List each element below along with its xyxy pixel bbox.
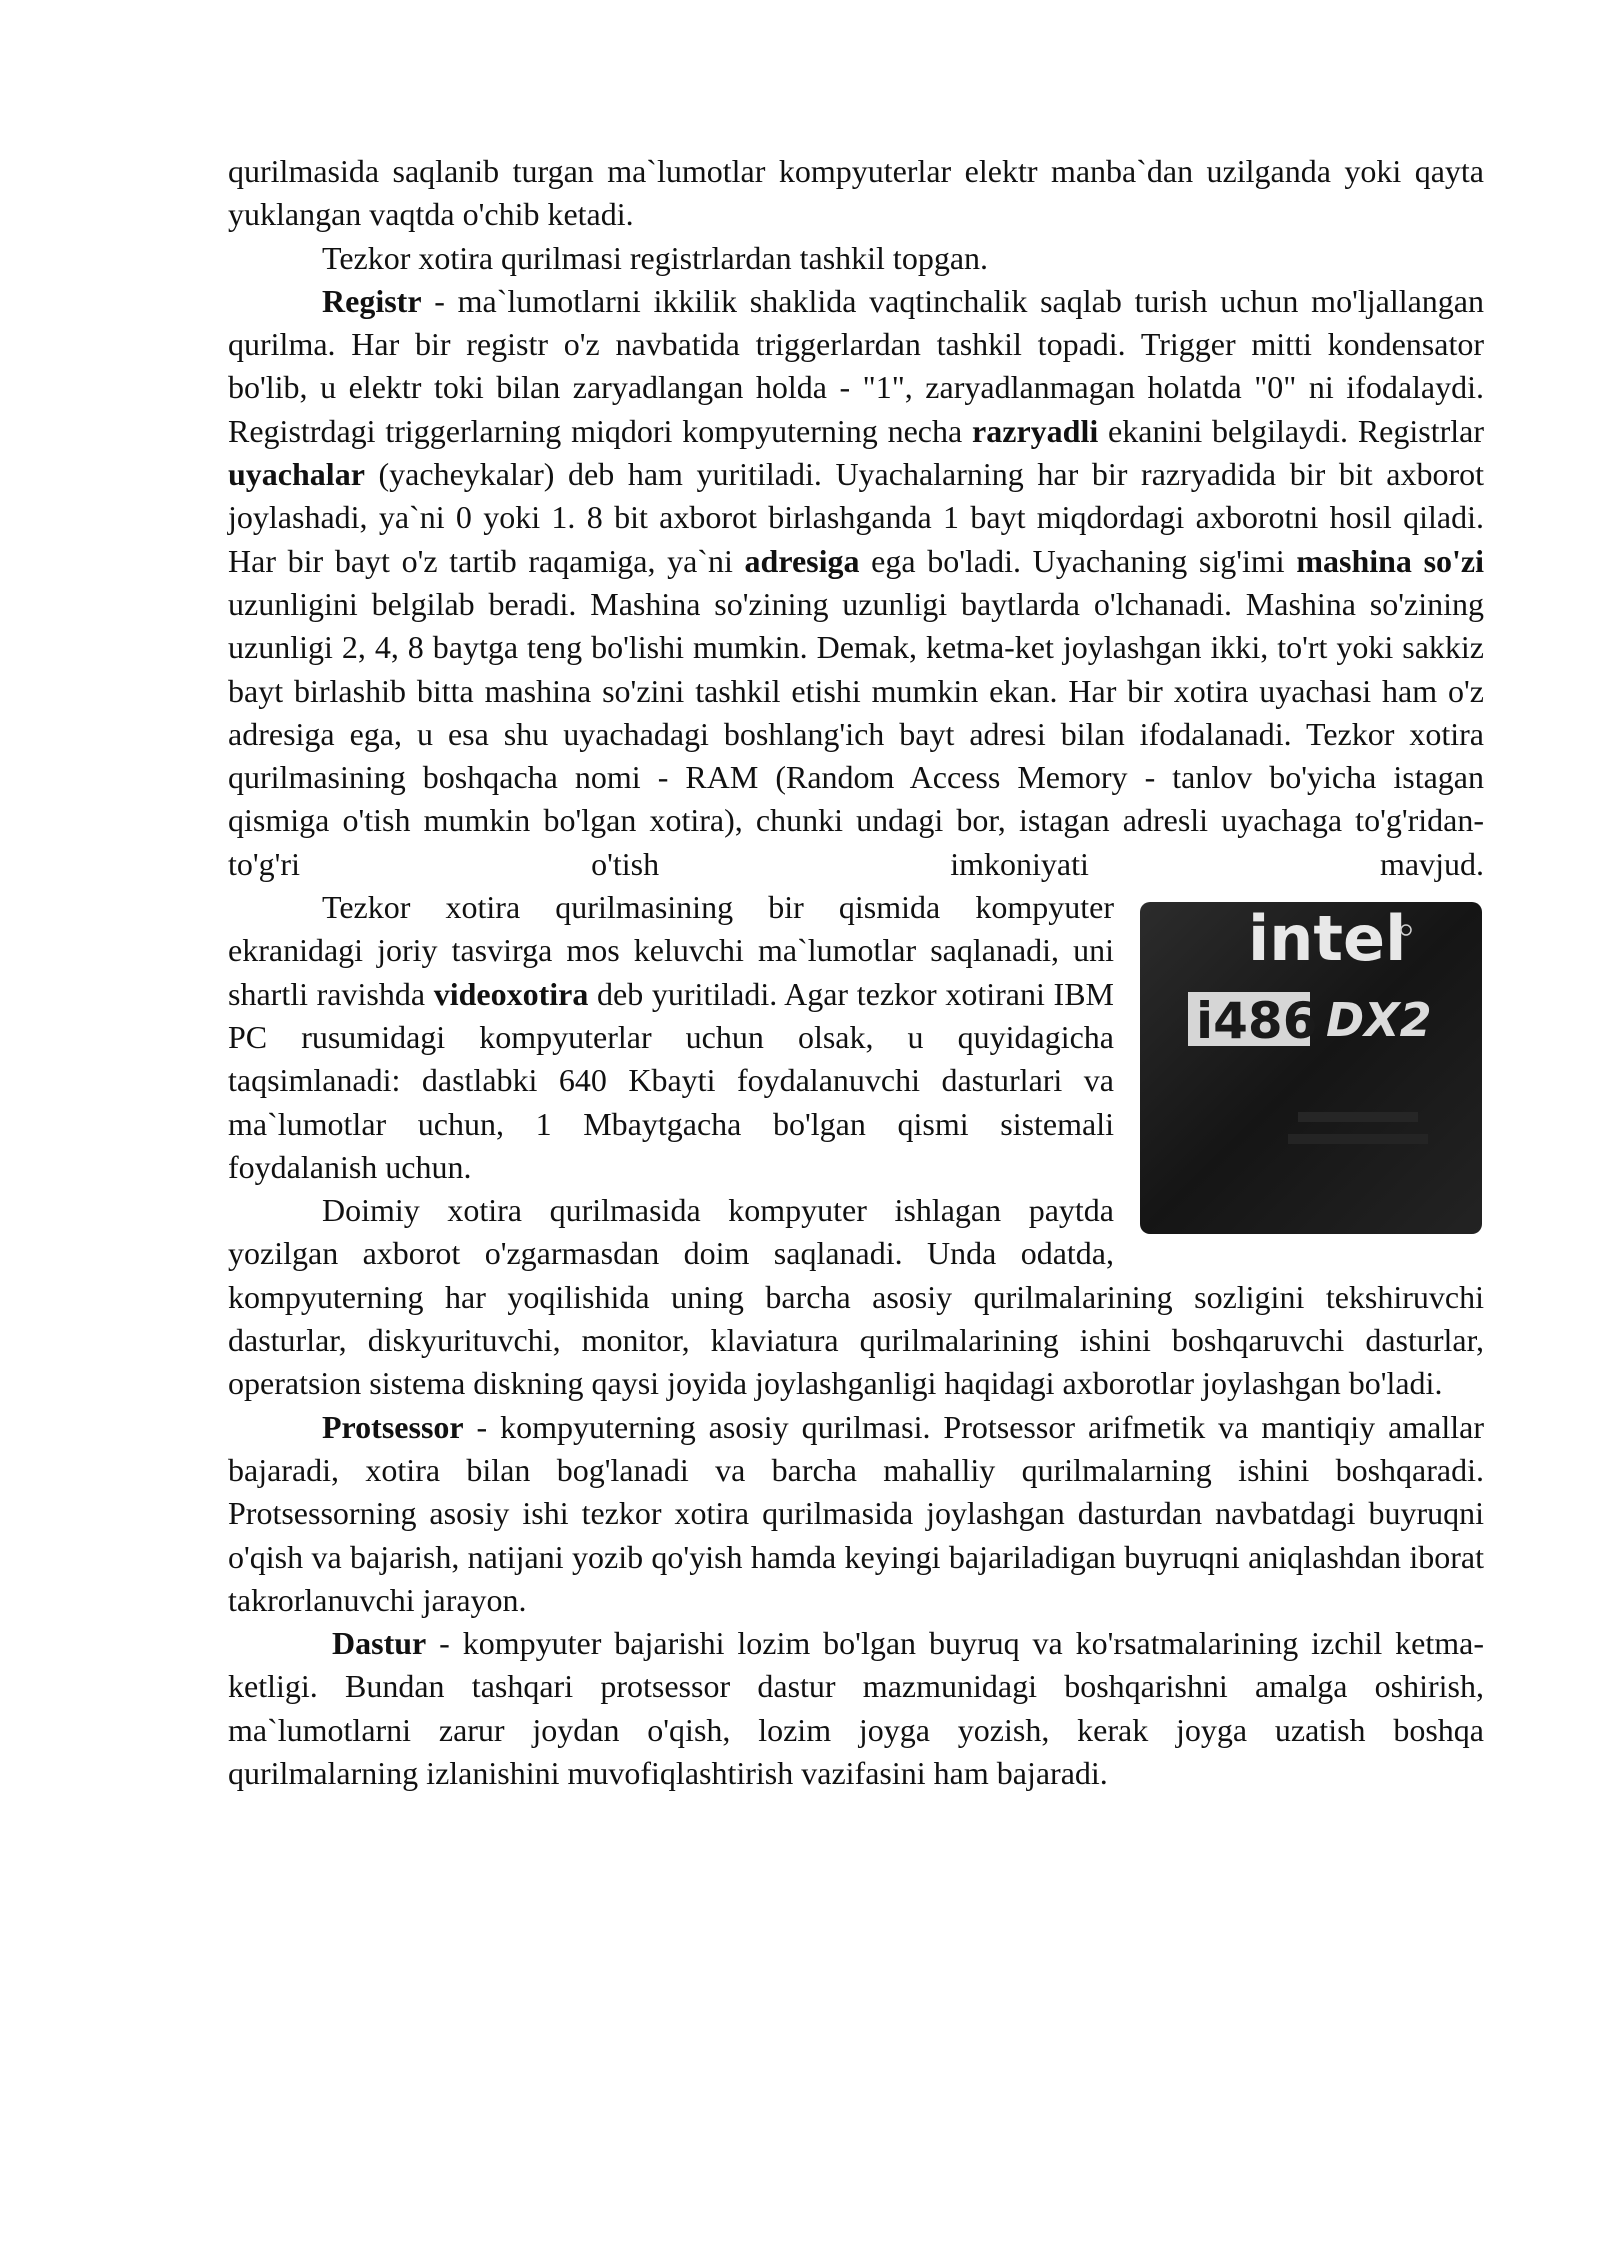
paragraph-rom: Doimiy xotira qurilmasida kompyuter ishlagan paytda yozilgan axborot o'zgarmasdan doim saqlanadi. Unda odatda, kompyuterning har yoqilishida uning barcha asosiy qurilmalarining sozligini tekshiruvchi dasturlar, diskyurituvchi, monitor, klaviatura qurilmalarining ishini boshqaruvchi dasturlar, operatsion sistema diskning qaysi joyida joylashganligi haqidagi axborotlar joylashgan bo'ladi.: [228, 1192, 1484, 1402]
paragraph-register: Registr - ma`lumotlarni ikkilik shaklida vaqtinchalik saqlab turish uchun mo'ljallangan qurilma. Har bir registr o'z navbatida triggerlardan tashkil topadi. Trigger mitti kondensator bo'lib, u elektr toki bilan zaryadlangan holda - "1", zaryadlanmagan holatda "0" ni ifodalaydi. Registrdagi triggerlarning miqdori kompyuterning necha razryadli ekanini belgilaydi. Registrlar uyachalar (yacheykalar) deb ham yuritiladi. Uyachalarning har bir razryadida bir bit axborot joylashadi, ya`ni 0 yoki 1. 8 bit axborot birlashganda 1 bayt miqdordagi axborotni hosil qiladi. Har bir bayt o'z tartib raqamiga, ya`ni adresiga ega bo'ladi. Uyachaning sig'imi mashina so'zi uzunligini belgilab beradi. Mashina so'zining uzunligi baytlarda o'lchanadi. Mashina so'zining uzunligi 2, 4, 8 baytga teng bo'lishi mumkin. Demak, ketma-ket joylashgan ikki, to'rt yoki sakkiz bayt birlashib bitta mashina so'zini tashkil etishi mumkin ekan. Har bir xotira uyachasi ham o'z adresiga ega, u esa shu uyachadagi boshlang'ich bayt adresi bilan ifodalanadi. Tezkor xotira qurilmasining boshqacha nomi - RAM (Random Access Memory - tanlov bo'yicha istagan qismiga o'tish mumkin bo'lgan xotira), chunki undagi bor, istagan adresli uyachaga to'g'ridan-to'g'ri o'tish imkoniyati mavjud.: [228, 282, 1485, 882]
term-razryadli: razryadli: [972, 412, 1099, 449]
chip-model: i486: [1196, 992, 1318, 1051]
term-videoxotira: videoxotira: [433, 975, 589, 1012]
chip-brand: intel: [1248, 902, 1407, 976]
term-adresiga: adresiga: [744, 542, 860, 579]
paragraph-memory-volatile: qurilmasida saqlanib turgan ma`lumotlar kompyuterlar elektr manba`dan uzilganda yoki qayta yuklangan vaqtda o'chib ketadi.: [228, 153, 1484, 233]
chip-suffix: DX2: [1326, 993, 1432, 1048]
document-page: [228, 150, 1484, 1795]
intel-486-chip-icon: [1138, 900, 1484, 1236]
processor-chip-image: [1138, 900, 1484, 1236]
paragraph-program: Dastur - kompyuter bajarishi lozim bo'lgan buyruq va ko'rsatmalarining izchil ketma-ketligi. Bundan tashqari protsessor dastur mazmunidagi boshqarishni amalga oshirish, ma`lumotlarni zarur joydan o'qish, lozim joyga yozish, kerak joyga uzatish boshqa qurilmalarning izlanishini muvofiqlashtirish vazifasini ham bajaradi.: [228, 1625, 1484, 1791]
paragraph-registers-intro: Tezkor xotira qurilmasi registrlardan tashkil topgan.: [322, 239, 989, 276]
term-mashina-sozi: mashina so'zi: [1296, 542, 1485, 579]
term-protsessor: Protsessor: [322, 1408, 464, 1445]
term-dastur: Dastur: [332, 1625, 427, 1662]
paragraph-videomemory: Tezkor xotira qurilmasining bir qismida kompyuter ekranidagi joriy tasvirga mos keluvchi ma`lumotlar saqlanadi, uni shartli ravishda videoxotira deb yuritiladi. Agar tezkor xotirani IBM PC rusumidagi kompyuterlar uchun olsak, u quyidagicha taqsimlanadi: dastlabki 640 Kbayti foydalanuvchi dasturlari va ma`lumotlar uchun, 1 Mbaytgacha bo'lgan qismi sistemali foydalanish uchun.: [228, 889, 1114, 1185]
term-uyachalar: uyachalar: [228, 456, 365, 493]
paragraph-processor: Protsessor - kompyuterning asosiy qurilmasi. Protsessor arifmetik va mantiqiy amallar bajaradi, xotira bilan bog'lanadi va barcha mahalliy qurilmalarning ishini boshqaradi. Protsessorning asosiy ishi tezkor xotira qurilmasida joylashgan dasturdan navbatdagi buyruqni o'qish va bajarish, natijani yozib qo'yish hamda keyingi bajariladigan buyruqni aniqlashdan iborat takrorlanuvchi jarayon.: [228, 1408, 1484, 1618]
term-registr: Registr: [322, 282, 422, 319]
